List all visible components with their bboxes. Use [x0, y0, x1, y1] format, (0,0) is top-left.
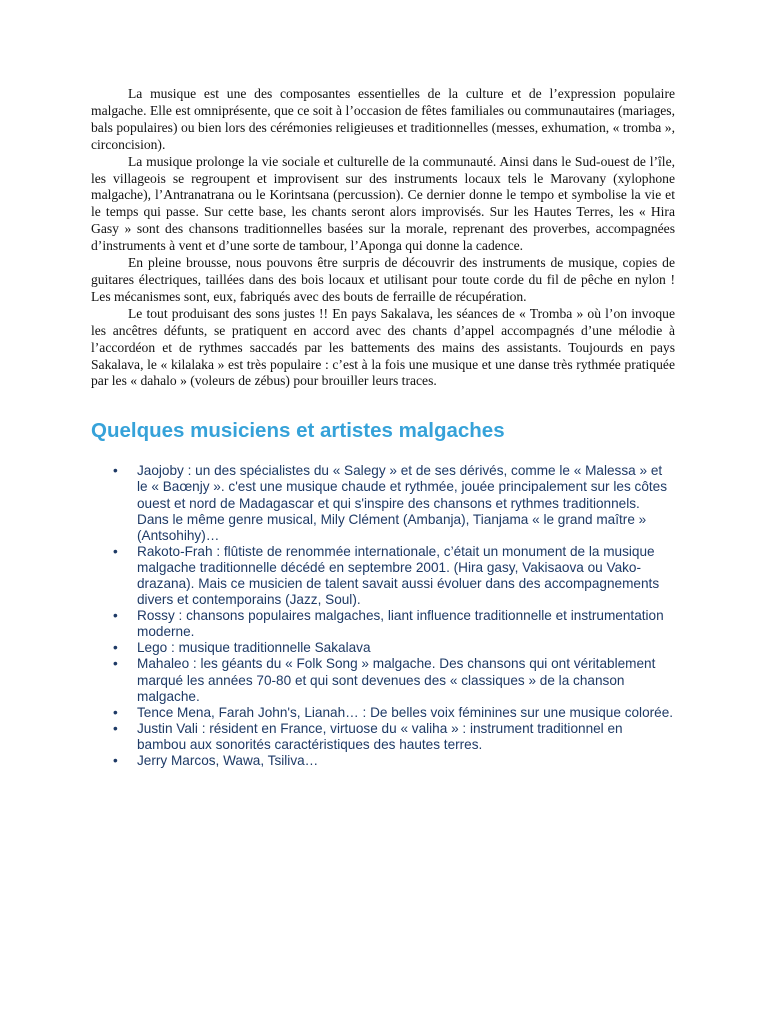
list-item	[91, 705, 675, 721]
bullet-icon: •	[113, 753, 118, 768]
bullet-icon: •	[113, 463, 118, 479]
list-item-text: Justin Vali : résident en France, virtuose du « valiha » : instrument traditionnel en bambou aux sonorités caractéristiques des hautes terres.	[137, 720, 623, 752]
bullet-icon: •	[113, 640, 118, 656]
list-item	[91, 753, 675, 769]
paragraph-social-life: La musique prolonge la vie sociale et culturelle de la communauté. Ainsi dans le Sud-ouest de l’île, les villageois se regroupent et improvisent sur des instruments locaux tels le Marovany (xylophone malgache), l’Antranatrana ou le Korintsana (percussion). Ce dernier donne le tempo et symbolise la vie et le temps qui passe. Sur cette base, les chants seront alors improvisés. Sur les Hautes Terres, les « Hira Gasy » sont des chansons traditionnelles basées sur la morale, reprenant des proverbes, accompagnées d’instruments à vent et d’une sorte de tambour, l’Aponga qui donne la cadence.	[91, 153, 675, 254]
list-item	[91, 656, 675, 704]
list-item-text: Lego : musique traditionnelle Sakalava	[137, 640, 371, 656]
bullet-icon: •	[113, 720, 118, 736]
bullet-icon: •	[113, 704, 118, 720]
section-heading: Quelques musiciens et artistes malgaches	[91, 419, 505, 443]
list-item-text: Mahaleo : les géants du « Folk Song » malgache. Des chansons qui ont véritablement marqué les années 70-80 et qui sont devenues des « classiques » de la chanson malgache.	[137, 656, 656, 704]
list-item-text: Rossy : chansons populaires malgaches, liant influence traditionnelle et instrumentation moderne.	[137, 608, 664, 640]
list-item	[91, 640, 675, 656]
document-page	[91, 86, 675, 769]
list-item	[91, 608, 675, 640]
bullet-icon: •	[113, 656, 118, 672]
bullet-icon: •	[113, 608, 118, 624]
bullet-icon: •	[113, 543, 118, 559]
list-item	[91, 544, 675, 608]
musician-list	[91, 463, 675, 769]
list-item	[91, 463, 675, 543]
paragraph-tromba: Le tout produisant des sons justes !! En pays Sakalava, les séances de « Tromba » où l’on invoque les ancêtres défunts, se pratiquent en accord avec des chants d’appel accompagnés d’une mélodie à l’accordéon et de rythmes saccadés par les battements des mains des assistants. Toujourds en pays Sakalava, le « kilalaka » est très populaire : c’est à la fois une musique et une danse très rythmée pratiquée par les « dahalo » (voleurs de zébus) pour brouiller leurs traces.	[91, 305, 675, 389]
paragraph-instruments: En pleine brousse, nous pouvons être surpris de découvrir des instruments de musique, copies de guitares électriques, taillées dans des bois locaux et utilisant pour toute corde du fil de pêche en nylon ! Les mécanismes sont, eux, fabriqués avec des bouts de ferraille de récupération.	[91, 255, 675, 304]
list-item-text: Jaojoby : un des spécialistes du « Salegy » et de ses dérivés, comme le « Malessa » et le « Baœnjy ». c'est une musique chaude et rythmée, jouée principalement sur les côtes ouest et nord de Madagascar et qui s'inspire des chansons et rythmes traditionnels. Dans le même genre musical, Mily Clément (Ambanja), Tianjama « le grand maître » (Antsohihy)…	[137, 463, 668, 543]
paragraph-intro: La musique est une des composantes essentielles de la culture et de l’expression populaire malgache. Elle est omniprésente, que ce soit à l’occasion de fêtes familiales ou communautaires (mariages, bals populaires) ou bien lors des cérémonies religieuses et traditionnelles (messes, exhumation, « tromba », circoncision).	[91, 86, 675, 152]
list-item-text: Tence Mena, Farah John's, Lianah… : De belles voix féminines sur une musique colorée.	[137, 704, 674, 720]
list-item-text: Jerry Marcos, Wawa, Tsiliva…	[137, 753, 319, 768]
list-item	[91, 721, 675, 753]
list-item-text: Rakoto-Frah : flûtiste de renommée internationale, c’était un monument de la musique malgache traditionnelle décédé en septembre 2001. (Hira gasy, Vakisaova ou Vako-drazana). Mais ce musicien de talent savait aussi évoluer dans des accompagnements divers et contemporains (Jazz, Soul).	[137, 543, 660, 608]
